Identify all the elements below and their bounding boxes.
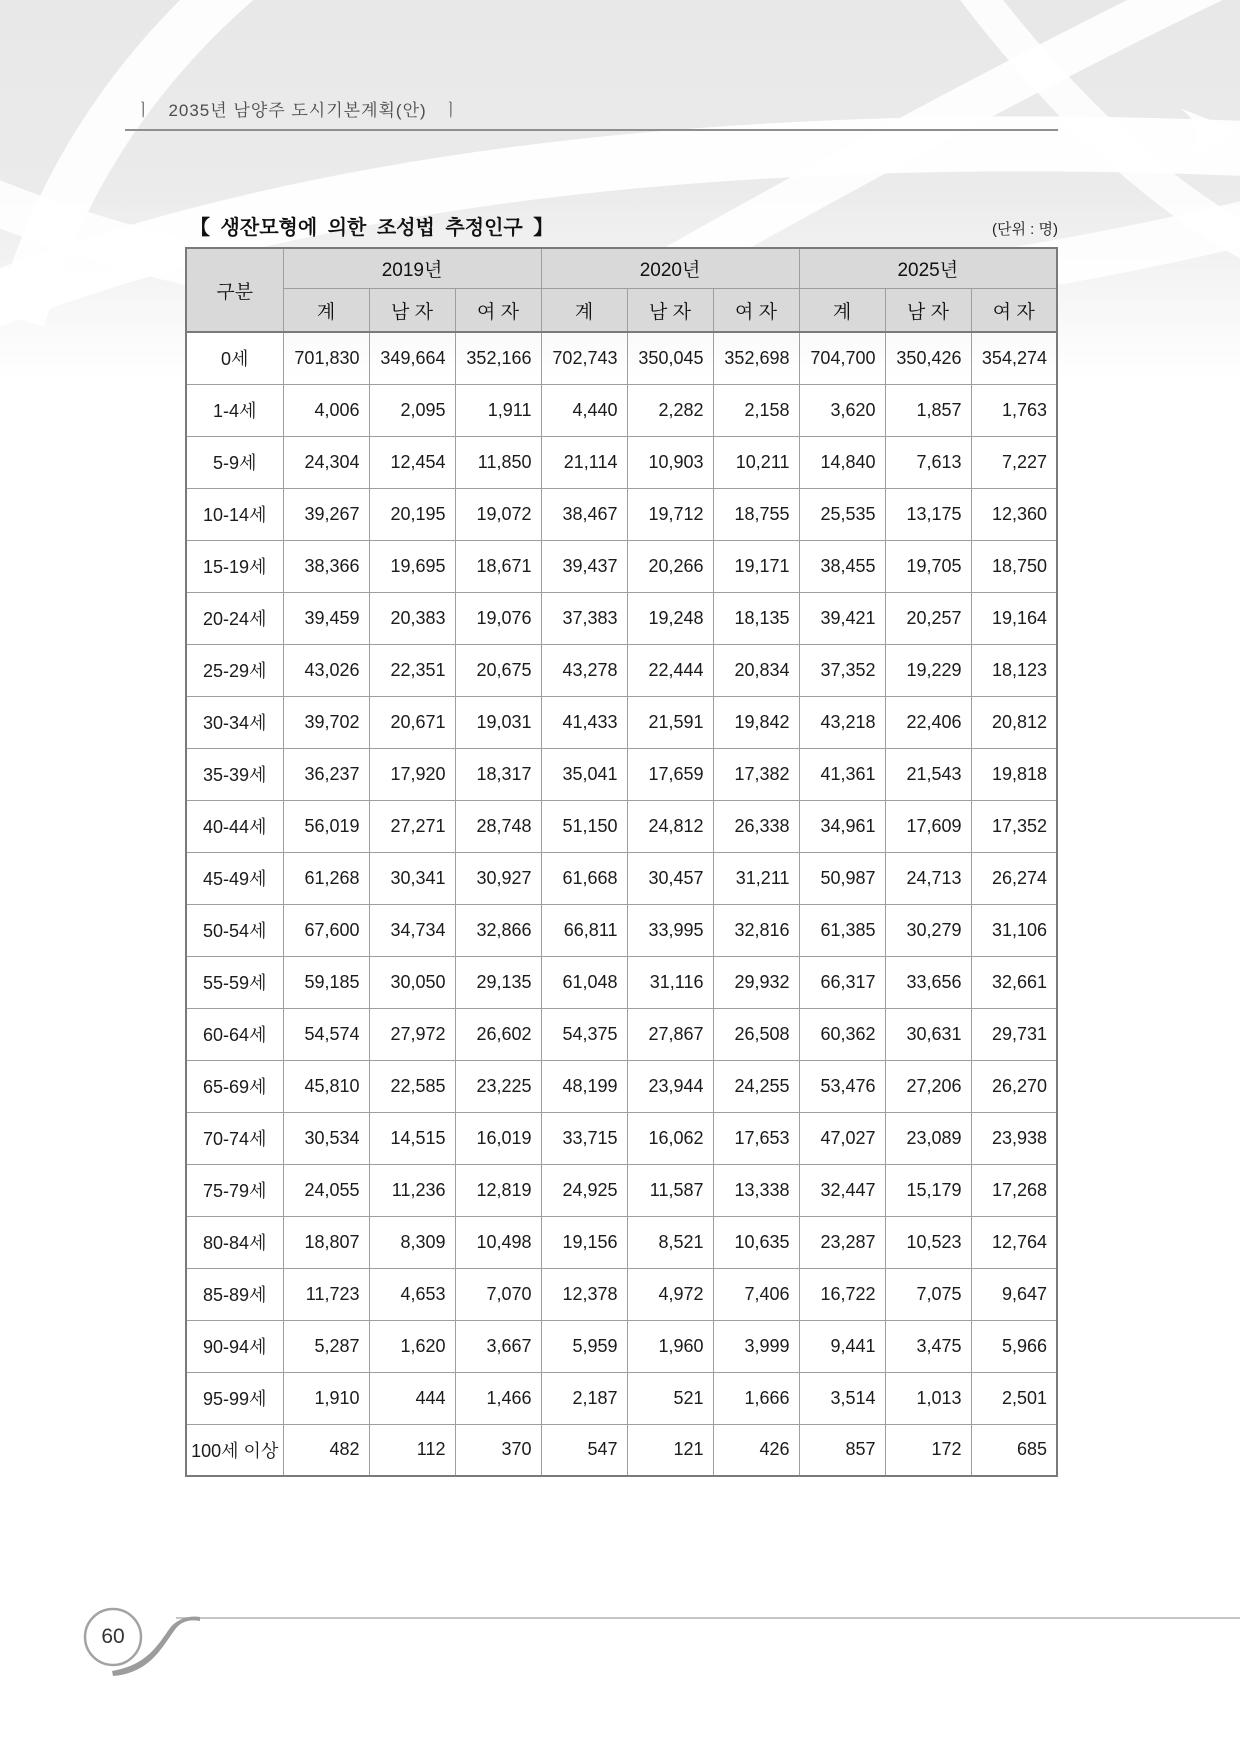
- table-row: [186, 800, 1057, 852]
- population-value: 48,199: [541, 1060, 627, 1112]
- sub-header-1-2: 여 자: [713, 289, 799, 333]
- population-value: 13,338: [713, 1164, 799, 1216]
- population-value: 24,925: [541, 1164, 627, 1216]
- population-value: 12,819: [455, 1164, 541, 1216]
- population-value: 19,164: [971, 592, 1057, 644]
- population-value: 23,225: [455, 1060, 541, 1112]
- population-value: 60,362: [799, 1008, 885, 1060]
- population-value: 51,150: [541, 800, 627, 852]
- population-value: 3,514: [799, 1372, 885, 1424]
- age-group-label: 95-99세: [186, 1372, 283, 1424]
- population-value: 4,006: [283, 384, 369, 436]
- population-value: 14,515: [369, 1112, 455, 1164]
- table-row: [186, 644, 1057, 696]
- population-value: 30,279: [885, 904, 971, 956]
- population-value: 36,237: [283, 748, 369, 800]
- population-value: 547: [541, 1424, 627, 1476]
- population-value: 54,375: [541, 1008, 627, 1060]
- population-value: 5,959: [541, 1320, 627, 1372]
- population-value: 1,960: [627, 1320, 713, 1372]
- population-value: 33,656: [885, 956, 971, 1008]
- population-value: 2,187: [541, 1372, 627, 1424]
- table-row: [186, 332, 1057, 384]
- population-value: 2,158: [713, 384, 799, 436]
- table-row: [186, 1320, 1057, 1372]
- population-value: 27,867: [627, 1008, 713, 1060]
- population-value: 19,248: [627, 592, 713, 644]
- population-value: 67,600: [283, 904, 369, 956]
- population-value: 701,830: [283, 332, 369, 384]
- population-value: 482: [283, 1424, 369, 1476]
- population-value: 56,019: [283, 800, 369, 852]
- age-group-label: 30-34세: [186, 696, 283, 748]
- population-value: 66,811: [541, 904, 627, 956]
- population-value: 24,055: [283, 1164, 369, 1216]
- population-value: 20,195: [369, 488, 455, 540]
- sub-header-0-1: 남 자: [369, 289, 455, 333]
- population-value: 11,587: [627, 1164, 713, 1216]
- population-value: 23,938: [971, 1112, 1057, 1164]
- population-value: 33,715: [541, 1112, 627, 1164]
- population-value: 31,116: [627, 956, 713, 1008]
- age-group-label: 40-44세: [186, 800, 283, 852]
- population-value: 3,667: [455, 1320, 541, 1372]
- population-value: 2,501: [971, 1372, 1057, 1424]
- population-value: 31,211: [713, 852, 799, 904]
- population-value: 59,185: [283, 956, 369, 1008]
- table-row: [186, 904, 1057, 956]
- population-value: 61,268: [283, 852, 369, 904]
- population-value: 17,268: [971, 1164, 1057, 1216]
- population-value: 354,274: [971, 332, 1057, 384]
- population-value: 4,653: [369, 1268, 455, 1320]
- population-value: 20,266: [627, 540, 713, 592]
- population-value: 350,426: [885, 332, 971, 384]
- population-value: 12,360: [971, 488, 1057, 540]
- population-value: 352,166: [455, 332, 541, 384]
- population-value: 7,613: [885, 436, 971, 488]
- population-value: 19,842: [713, 696, 799, 748]
- population-value: 1,763: [971, 384, 1057, 436]
- population-value: 34,734: [369, 904, 455, 956]
- age-group-label: 100세 이상: [186, 1424, 283, 1476]
- table-row: [186, 592, 1057, 644]
- population-value: 9,441: [799, 1320, 885, 1372]
- population-projection-table: [185, 247, 1058, 1477]
- population-value: 19,031: [455, 696, 541, 748]
- population-value: 1,666: [713, 1372, 799, 1424]
- population-value: 37,352: [799, 644, 885, 696]
- unit-label: (단위 : 명): [992, 221, 1058, 238]
- population-value: 20,257: [885, 592, 971, 644]
- population-value: 10,211: [713, 436, 799, 488]
- population-value: 41,361: [799, 748, 885, 800]
- page-number: 60: [101, 1625, 125, 1648]
- table-header: [186, 248, 1057, 332]
- sub-header-0-2: 여 자: [455, 289, 541, 333]
- population-value: 26,508: [713, 1008, 799, 1060]
- population-value: 3,999: [713, 1320, 799, 1372]
- population-value: 32,866: [455, 904, 541, 956]
- population-value: 7,227: [971, 436, 1057, 488]
- population-value: 17,659: [627, 748, 713, 800]
- population-value: 39,421: [799, 592, 885, 644]
- population-value: 39,702: [283, 696, 369, 748]
- population-value: 19,705: [885, 540, 971, 592]
- population-value: 12,454: [369, 436, 455, 488]
- population-value: 17,920: [369, 748, 455, 800]
- population-value: 30,534: [283, 1112, 369, 1164]
- population-value: 16,062: [627, 1112, 713, 1164]
- population-value: 30,457: [627, 852, 713, 904]
- population-value: 12,764: [971, 1216, 1057, 1268]
- sub-header-2-0: 계: [799, 289, 885, 333]
- population-value: 32,661: [971, 956, 1057, 1008]
- population-value: 43,026: [283, 644, 369, 696]
- population-value: 18,123: [971, 644, 1057, 696]
- population-value: 23,287: [799, 1216, 885, 1268]
- population-value: 22,351: [369, 644, 455, 696]
- population-value: 39,459: [283, 592, 369, 644]
- population-value: 10,498: [455, 1216, 541, 1268]
- population-value: 47,027: [799, 1112, 885, 1164]
- table-title-row: [185, 216, 1058, 240]
- sub-header-0-0: 계: [283, 289, 369, 333]
- table-row: [186, 1372, 1057, 1424]
- population-value: 32,447: [799, 1164, 885, 1216]
- population-value: 3,475: [885, 1320, 971, 1372]
- table-row: [186, 488, 1057, 540]
- population-value: 24,255: [713, 1060, 799, 1112]
- population-value: 9,647: [971, 1268, 1057, 1320]
- population-value: 61,385: [799, 904, 885, 956]
- population-value: 370: [455, 1424, 541, 1476]
- population-value: 26,274: [971, 852, 1057, 904]
- population-value: 27,206: [885, 1060, 971, 1112]
- age-group-label: 0세: [186, 332, 283, 384]
- population-value: 444: [369, 1372, 455, 1424]
- population-value: 22,444: [627, 644, 713, 696]
- age-group-label: 10-14세: [186, 488, 283, 540]
- population-value: 12,378: [541, 1268, 627, 1320]
- population-value: 704,700: [799, 332, 885, 384]
- sub-header-2-1: 남 자: [885, 289, 971, 333]
- population-value: 4,972: [627, 1268, 713, 1320]
- population-value: 27,972: [369, 1008, 455, 1060]
- population-value: 2,282: [627, 384, 713, 436]
- population-value: 53,476: [799, 1060, 885, 1112]
- population-value: 19,695: [369, 540, 455, 592]
- population-value: 26,270: [971, 1060, 1057, 1112]
- table-row: [186, 852, 1057, 904]
- population-value: 31,106: [971, 904, 1057, 956]
- population-value: 7,406: [713, 1268, 799, 1320]
- population-value: 18,135: [713, 592, 799, 644]
- population-value: 18,317: [455, 748, 541, 800]
- population-value: 22,585: [369, 1060, 455, 1112]
- table-section: [185, 216, 1058, 1477]
- population-value: 30,631: [885, 1008, 971, 1060]
- population-value: 521: [627, 1372, 713, 1424]
- population-value: 18,671: [455, 540, 541, 592]
- sub-header-1-1: 남 자: [627, 289, 713, 333]
- table-row: [186, 1216, 1057, 1268]
- population-value: 4,440: [541, 384, 627, 436]
- year-header-2: 2025년: [799, 248, 1057, 289]
- population-value: 19,171: [713, 540, 799, 592]
- population-value: 426: [713, 1424, 799, 1476]
- year-header-1: 2020년: [541, 248, 799, 289]
- population-value: 10,635: [713, 1216, 799, 1268]
- sub-header-row: [186, 289, 1057, 333]
- population-value: 30,341: [369, 852, 455, 904]
- table-body: [186, 332, 1057, 1476]
- population-value: 14,840: [799, 436, 885, 488]
- population-value: 24,812: [627, 800, 713, 852]
- group-column-header: 구분: [186, 248, 283, 332]
- population-value: 22,406: [885, 696, 971, 748]
- age-group-label: 70-74세: [186, 1112, 283, 1164]
- population-value: 18,807: [283, 1216, 369, 1268]
- population-value: 19,072: [455, 488, 541, 540]
- population-value: 23,089: [885, 1112, 971, 1164]
- age-group-label: 25-29세: [186, 644, 283, 696]
- population-value: 352,698: [713, 332, 799, 384]
- population-value: 61,668: [541, 852, 627, 904]
- population-value: 16,722: [799, 1268, 885, 1320]
- population-value: 1,620: [369, 1320, 455, 1372]
- population-value: 50,987: [799, 852, 885, 904]
- population-value: 35,041: [541, 748, 627, 800]
- population-value: 702,743: [541, 332, 627, 384]
- population-value: 349,664: [369, 332, 455, 384]
- table-row: [186, 1060, 1057, 1112]
- population-value: 10,523: [885, 1216, 971, 1268]
- age-group-label: 20-24세: [186, 592, 283, 644]
- population-value: 66,317: [799, 956, 885, 1008]
- population-value: 1,466: [455, 1372, 541, 1424]
- population-value: 20,834: [713, 644, 799, 696]
- running-head-left-bar: ㅣ: [135, 101, 153, 120]
- population-value: 19,712: [627, 488, 713, 540]
- population-value: 15,179: [885, 1164, 971, 1216]
- running-head-title: 2035년 남양주 도시기본계획(안): [168, 101, 427, 120]
- age-group-label: 90-94세: [186, 1320, 283, 1372]
- year-header-0: 2019년: [283, 248, 541, 289]
- population-value: 17,352: [971, 800, 1057, 852]
- population-value: 24,713: [885, 852, 971, 904]
- table-row: [186, 540, 1057, 592]
- population-value: 17,653: [713, 1112, 799, 1164]
- population-value: 33,995: [627, 904, 713, 956]
- age-group-label: 45-49세: [186, 852, 283, 904]
- population-value: 121: [627, 1424, 713, 1476]
- population-value: 1,857: [885, 384, 971, 436]
- table-row: [186, 1112, 1057, 1164]
- running-head-underline: [125, 129, 1058, 131]
- population-value: 3,620: [799, 384, 885, 436]
- population-value: 20,812: [971, 696, 1057, 748]
- population-value: 19,076: [455, 592, 541, 644]
- table-row: [186, 748, 1057, 800]
- population-value: 1,910: [283, 1372, 369, 1424]
- population-value: 32,816: [713, 904, 799, 956]
- year-header-row: [186, 248, 1057, 289]
- population-value: 24,304: [283, 436, 369, 488]
- population-value: 23,944: [627, 1060, 713, 1112]
- population-value: 19,818: [971, 748, 1057, 800]
- population-value: 21,591: [627, 696, 713, 748]
- population-value: 25,535: [799, 488, 885, 540]
- population-value: 10,903: [627, 436, 713, 488]
- population-value: 20,675: [455, 644, 541, 696]
- population-value: 45,810: [283, 1060, 369, 1112]
- table-row: [186, 1268, 1057, 1320]
- population-value: 7,075: [885, 1268, 971, 1320]
- population-value: 1,013: [885, 1372, 971, 1424]
- population-value: 19,229: [885, 644, 971, 696]
- table-row: [186, 696, 1057, 748]
- running-head: [135, 96, 460, 121]
- population-value: 54,574: [283, 1008, 369, 1060]
- population-value: 17,609: [885, 800, 971, 852]
- population-value: 30,927: [455, 852, 541, 904]
- population-value: 28,748: [455, 800, 541, 852]
- population-value: 21,543: [885, 748, 971, 800]
- population-value: 19,156: [541, 1216, 627, 1268]
- table-row: [186, 956, 1057, 1008]
- population-value: 13,175: [885, 488, 971, 540]
- age-group-label: 55-59세: [186, 956, 283, 1008]
- population-value: 8,521: [627, 1216, 713, 1268]
- population-value: 41,433: [541, 696, 627, 748]
- table-row: [186, 1008, 1057, 1060]
- population-value: 11,723: [283, 1268, 369, 1320]
- population-value: 11,850: [455, 436, 541, 488]
- population-value: 11,236: [369, 1164, 455, 1216]
- population-value: 38,455: [799, 540, 885, 592]
- population-value: 38,366: [283, 540, 369, 592]
- age-group-label: 1-4세: [186, 384, 283, 436]
- population-value: 5,287: [283, 1320, 369, 1372]
- table-row: [186, 1424, 1057, 1476]
- table-row: [186, 436, 1057, 488]
- population-value: 172: [885, 1424, 971, 1476]
- population-value: 39,437: [541, 540, 627, 592]
- population-value: 29,135: [455, 956, 541, 1008]
- age-group-label: 60-64세: [186, 1008, 283, 1060]
- population-value: 39,267: [283, 488, 369, 540]
- population-value: 27,271: [369, 800, 455, 852]
- table-row: [186, 1164, 1057, 1216]
- population-value: 2,095: [369, 384, 455, 436]
- population-value: 18,755: [713, 488, 799, 540]
- population-value: 30,050: [369, 956, 455, 1008]
- population-value: 17,382: [713, 748, 799, 800]
- running-head-right-bar: ㅣ: [442, 101, 461, 120]
- age-group-label: 15-19세: [186, 540, 283, 592]
- population-value: 5,966: [971, 1320, 1057, 1372]
- population-value: 16,019: [455, 1112, 541, 1164]
- population-value: 8,309: [369, 1216, 455, 1268]
- age-group-label: 65-69세: [186, 1060, 283, 1112]
- population-value: 61,048: [541, 956, 627, 1008]
- population-value: 29,731: [971, 1008, 1057, 1060]
- population-value: 112: [369, 1424, 455, 1476]
- population-value: 857: [799, 1424, 885, 1476]
- population-value: 20,671: [369, 696, 455, 748]
- population-value: 26,338: [713, 800, 799, 852]
- sub-header-1-0: 계: [541, 289, 627, 333]
- population-value: 350,045: [627, 332, 713, 384]
- footer-decoration: [0, 1595, 1240, 1715]
- table-title: 【 생잔모형에 의한 조성법 추정인구 】: [190, 217, 554, 239]
- population-value: 26,602: [455, 1008, 541, 1060]
- population-value: 43,278: [541, 644, 627, 696]
- age-group-label: 75-79세: [186, 1164, 283, 1216]
- sub-header-2-2: 여 자: [971, 289, 1057, 333]
- age-group-label: 5-9세: [186, 436, 283, 488]
- population-value: 37,383: [541, 592, 627, 644]
- age-group-label: 85-89세: [186, 1268, 283, 1320]
- population-value: 34,961: [799, 800, 885, 852]
- population-value: 1,911: [455, 384, 541, 436]
- population-value: 43,218: [799, 696, 885, 748]
- table-row: [186, 384, 1057, 436]
- age-group-label: 80-84세: [186, 1216, 283, 1268]
- population-value: 18,750: [971, 540, 1057, 592]
- population-value: 29,932: [713, 956, 799, 1008]
- population-value: 21,114: [541, 436, 627, 488]
- population-value: 7,070: [455, 1268, 541, 1320]
- population-value: 38,467: [541, 488, 627, 540]
- population-value: 685: [971, 1424, 1057, 1476]
- population-value: 20,383: [369, 592, 455, 644]
- age-group-label: 50-54세: [186, 904, 283, 956]
- age-group-label: 35-39세: [186, 748, 283, 800]
